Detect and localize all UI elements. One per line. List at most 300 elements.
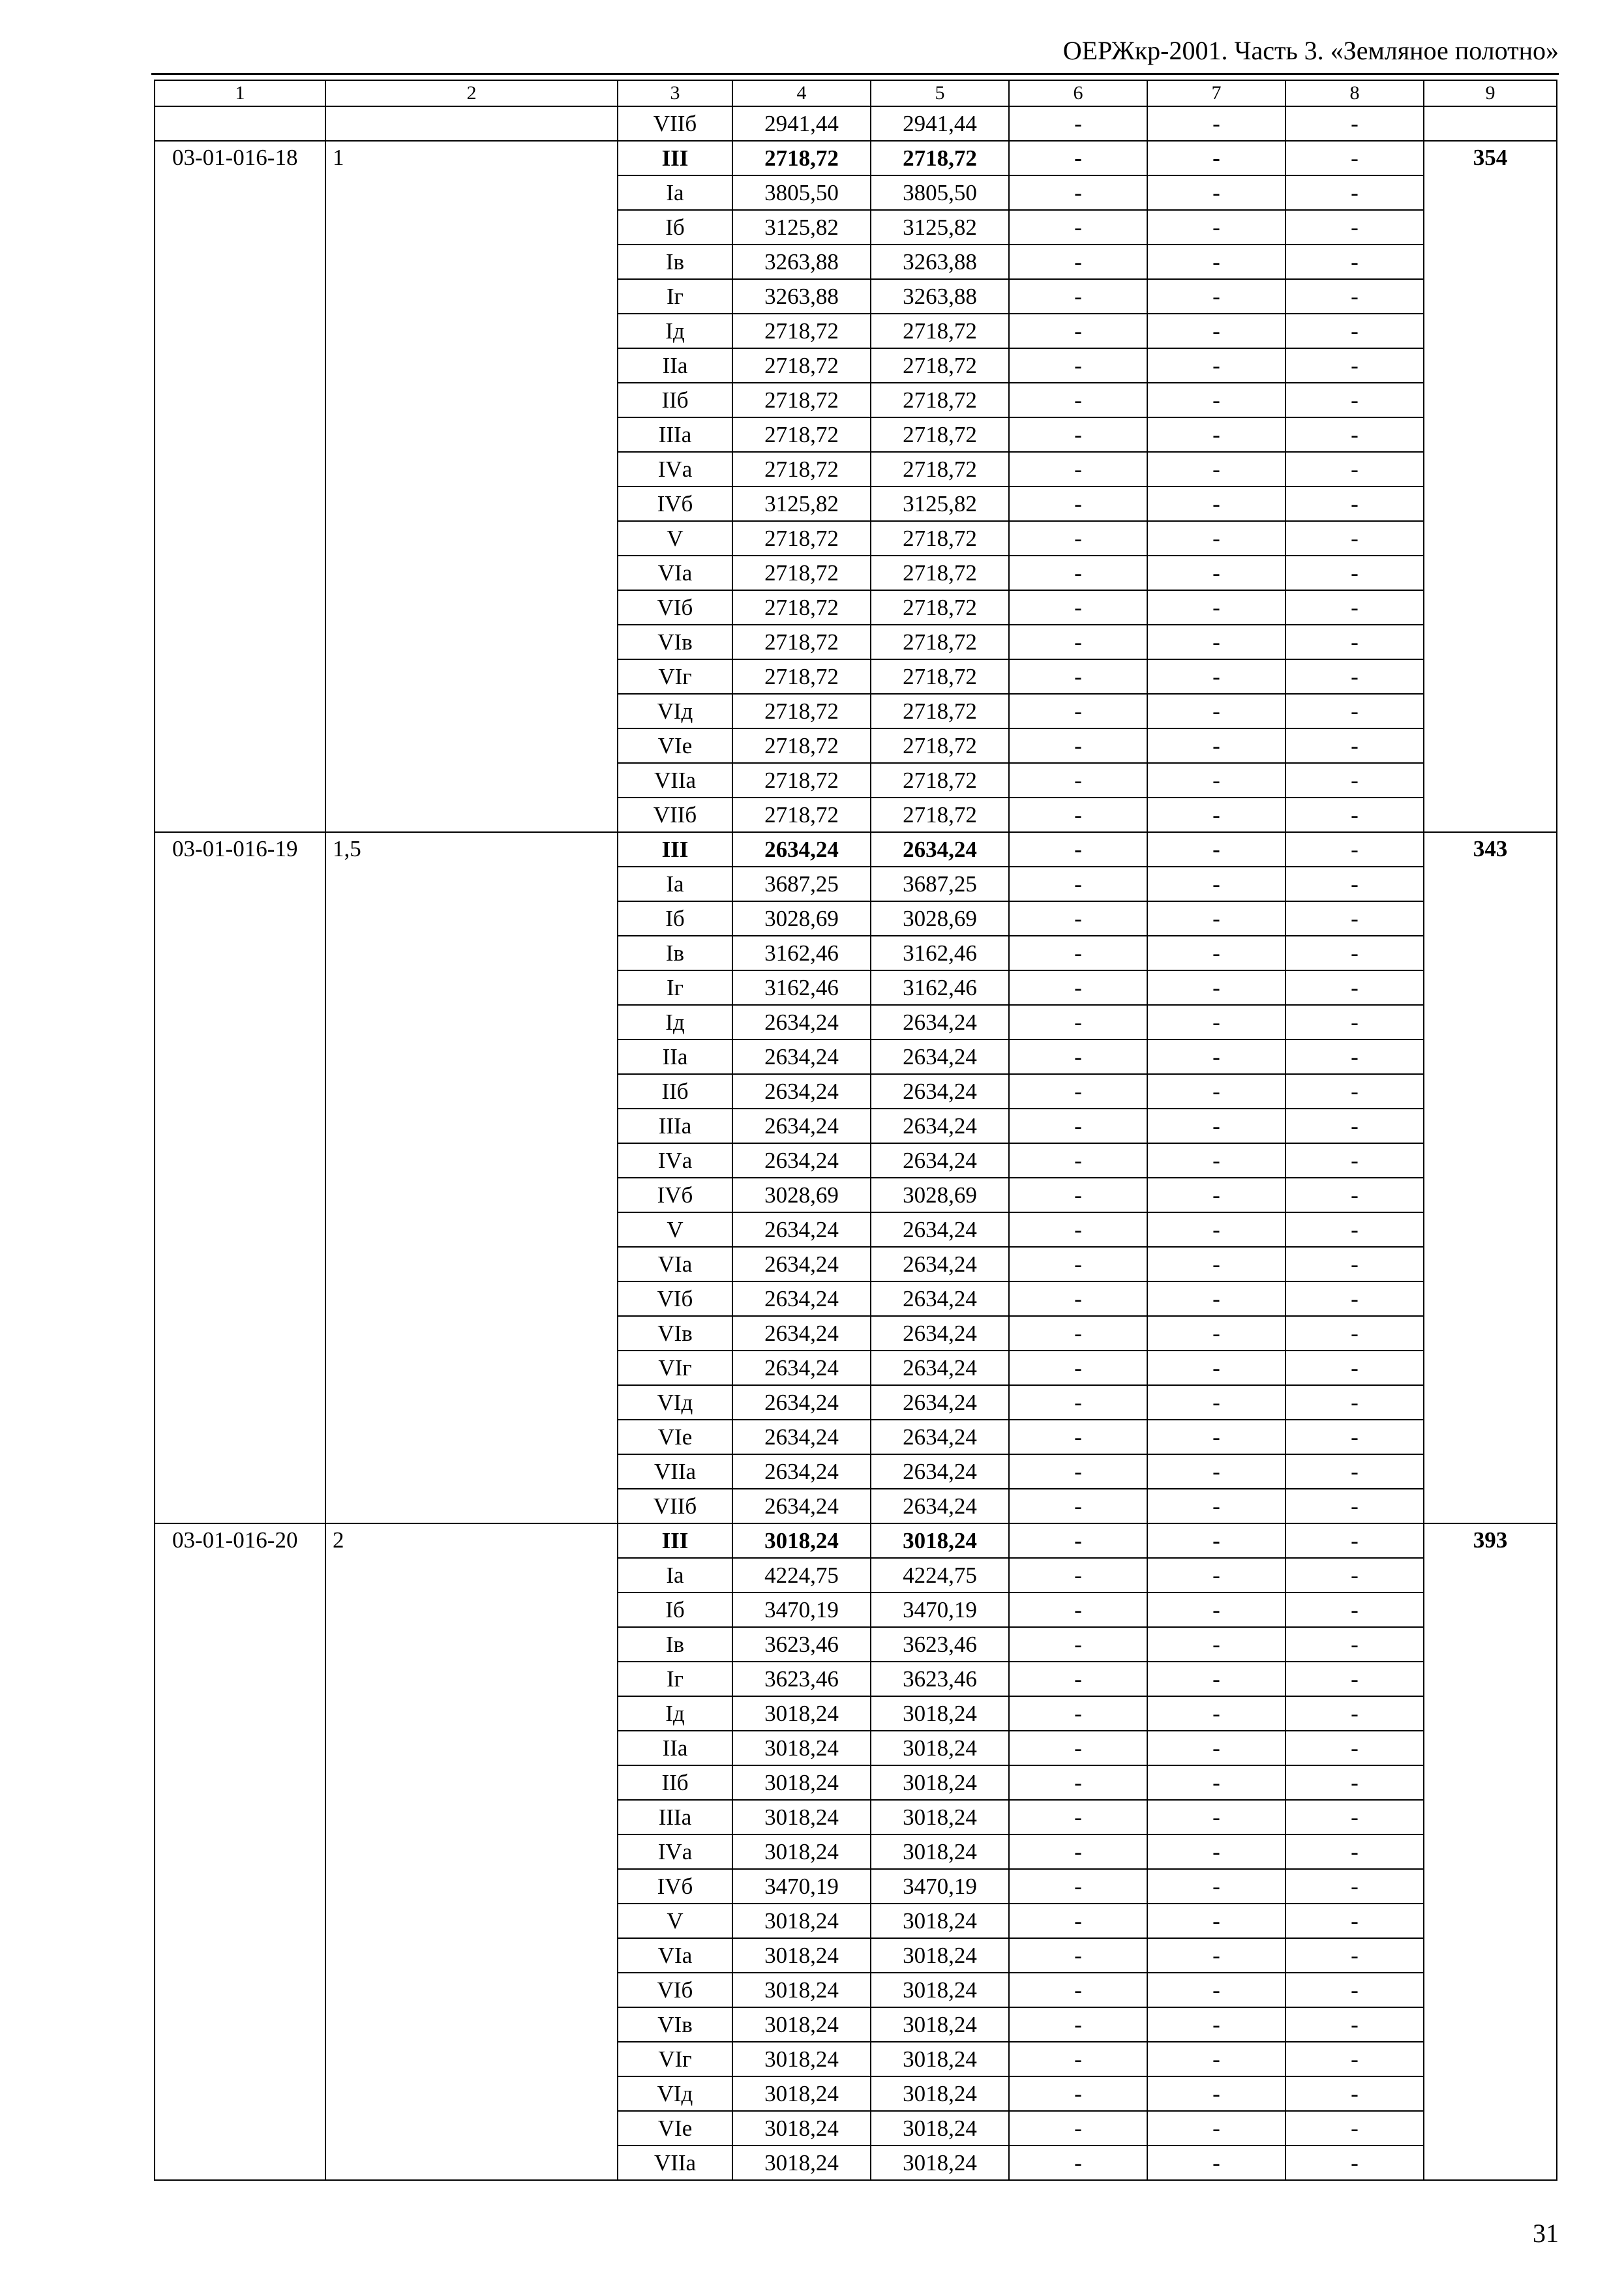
value-cell: - <box>1286 1247 1424 1281</box>
value-cell: - <box>1286 1316 1424 1351</box>
value-cell: 3018,24 <box>871 1800 1009 1834</box>
value-cell: - <box>1009 1834 1147 1869</box>
value-cell: 2718,72 <box>732 590 871 625</box>
value-cell: 2634,24 <box>871 1351 1009 1385</box>
value-cell: - <box>1286 1558 1424 1593</box>
value-cell: - <box>1147 1385 1286 1420</box>
value-cell: 2718,72 <box>732 452 871 486</box>
value-cell: - <box>1286 1351 1424 1385</box>
value-cell: VIа <box>618 556 732 590</box>
value-cell: 2718,72 <box>732 383 871 417</box>
value-cell: - <box>1009 832 1147 867</box>
value-cell: 2718,72 <box>871 314 1009 348</box>
value-cell: - <box>1147 694 1286 728</box>
value-cell: - <box>1286 625 1424 659</box>
value-cell: IVа <box>618 452 732 486</box>
value-cell: Iа <box>618 1558 732 1593</box>
value-cell: Iб <box>618 1593 732 1627</box>
value-cell: Iд <box>618 314 732 348</box>
value-cell: IVа <box>618 1834 732 1869</box>
value-cell: IIа <box>618 1731 732 1765</box>
value-cell: - <box>1009 1731 1147 1765</box>
value-cell: 2634,24 <box>871 1489 1009 1523</box>
value-cell: 3623,46 <box>871 1662 1009 1696</box>
value-cell: - <box>1147 1558 1286 1593</box>
value-cell: - <box>1147 1143 1286 1178</box>
value-cell: VIб <box>618 1973 732 2007</box>
value-cell: VIг <box>618 2042 732 2076</box>
value-cell: VIв <box>618 2007 732 2042</box>
value-cell: - <box>1147 901 1286 936</box>
value-cell: 2718,72 <box>871 659 1009 694</box>
value-cell: - <box>1147 314 1286 348</box>
value-cell: - <box>1286 279 1424 314</box>
value-cell: 3470,19 <box>732 1869 871 1904</box>
value-cell: - <box>1286 1731 1424 1765</box>
value-cell: - <box>1147 832 1286 867</box>
value-cell: Iв <box>618 936 732 970</box>
item-param-cell: 1,5 <box>325 832 618 1523</box>
value-cell: 2718,72 <box>732 798 871 832</box>
value-cell: - <box>1009 1593 1147 1627</box>
value-cell: 2718,72 <box>871 521 1009 556</box>
value-cell: - <box>1147 417 1286 452</box>
value-cell: - <box>1286 728 1424 763</box>
value-cell: Iа <box>618 867 732 901</box>
value-cell: - <box>1286 1593 1424 1627</box>
table-row <box>155 832 1557 867</box>
value-cell: - <box>1009 936 1147 970</box>
value-cell: 3018,24 <box>732 1834 871 1869</box>
value-cell: - <box>1286 383 1424 417</box>
value-cell: - <box>1009 106 1147 141</box>
value-cell: - <box>1286 1765 1424 1800</box>
value-cell: - <box>1286 1489 1424 1523</box>
value-cell: - <box>1286 1143 1424 1178</box>
value-cell: 3018,24 <box>732 2111 871 2146</box>
value-cell: 2941,44 <box>732 106 871 141</box>
value-cell: - <box>1286 1523 1424 1558</box>
value-cell: - <box>1147 763 1286 798</box>
value-cell: 4224,75 <box>732 1558 871 1593</box>
value-cell: VIе <box>618 2111 732 2146</box>
value-cell: IVб <box>618 1178 732 1212</box>
value-cell: - <box>1009 1178 1147 1212</box>
value-cell: 2634,24 <box>871 1143 1009 1178</box>
value-cell: - <box>1009 1454 1147 1489</box>
value-cell: VIд <box>618 1385 732 1420</box>
value-cell: 3028,69 <box>732 901 871 936</box>
value-cell: - <box>1009 1869 1147 1904</box>
value-cell: IIб <box>618 1765 732 1800</box>
value-cell: - <box>1286 175 1424 210</box>
value-cell: - <box>1009 1109 1147 1143</box>
value-cell: 2718,72 <box>732 763 871 798</box>
value-cell: - <box>1147 659 1286 694</box>
rates-table <box>154 80 1557 2181</box>
value-cell: 3018,24 <box>871 2146 1009 2180</box>
value-cell: - <box>1147 590 1286 625</box>
table-row <box>155 1523 1557 1558</box>
value-cell: - <box>1286 694 1424 728</box>
value-cell: 2634,24 <box>732 1143 871 1178</box>
value-cell: - <box>1286 1627 1424 1662</box>
value-cell: - <box>1009 2042 1147 2076</box>
value-cell: IVа <box>618 1143 732 1178</box>
value-cell: 2634,24 <box>732 1212 871 1247</box>
value-cell: - <box>1147 1074 1286 1109</box>
value-cell: 2941,44 <box>871 106 1009 141</box>
value-cell: - <box>1009 1523 1147 1558</box>
value-cell: VIа <box>618 1938 732 1973</box>
value-cell: Iб <box>618 210 732 245</box>
value-cell: - <box>1286 1109 1424 1143</box>
value-cell: 3125,82 <box>732 210 871 245</box>
value-cell: 2718,72 <box>732 141 871 175</box>
value-cell: - <box>1286 1696 1424 1731</box>
value-cell: - <box>1147 798 1286 832</box>
item-total-cell: 393 <box>1424 1523 1557 2180</box>
value-cell: 3018,24 <box>871 2111 1009 2146</box>
value-cell: - <box>1147 1834 1286 1869</box>
value-cell: - <box>1286 521 1424 556</box>
value-cell: - <box>1009 901 1147 936</box>
value-cell: VIв <box>618 1316 732 1351</box>
value-cell: 3805,50 <box>732 175 871 210</box>
header-rule <box>151 73 1559 75</box>
value-cell: 3687,25 <box>871 867 1009 901</box>
value-cell: - <box>1286 2076 1424 2111</box>
value-cell: - <box>1286 556 1424 590</box>
value-cell: - <box>1147 1973 1286 2007</box>
value-cell: 3018,24 <box>871 2042 1009 2076</box>
value-cell: - <box>1286 1869 1424 1904</box>
value-cell: - <box>1009 486 1147 521</box>
value-cell: - <box>1147 1869 1286 1904</box>
code-cell-empty <box>155 106 325 141</box>
value-cell: - <box>1147 1316 1286 1351</box>
column-number-cell: 8 <box>1286 80 1424 106</box>
column-number-cell: 6 <box>1009 80 1147 106</box>
value-cell: IIа <box>618 348 732 383</box>
value-cell: - <box>1286 1834 1424 1869</box>
value-cell: - <box>1147 1247 1286 1281</box>
value-cell: 3470,19 <box>871 1869 1009 1904</box>
value-cell: - <box>1009 1627 1147 1662</box>
value-cell: - <box>1009 1800 1147 1834</box>
value-cell: 2718,72 <box>871 763 1009 798</box>
value-cell: VIIа <box>618 763 732 798</box>
value-cell: 3018,24 <box>732 1800 871 1834</box>
value-cell: 2634,24 <box>871 1420 1009 1454</box>
value-cell: - <box>1147 1938 1286 1973</box>
value-cell: - <box>1286 936 1424 970</box>
value-cell: - <box>1009 1420 1147 1454</box>
value-cell: - <box>1009 383 1147 417</box>
value-cell: - <box>1009 1973 1147 2007</box>
value-cell: - <box>1147 141 1286 175</box>
value-cell: 3263,88 <box>732 279 871 314</box>
value-cell: 2718,72 <box>871 798 1009 832</box>
item-param-cell: 2 <box>325 1523 618 2180</box>
value-cell: - <box>1009 590 1147 625</box>
item-code-cell: 03-01-016-20 <box>155 1523 325 2180</box>
value-cell: - <box>1147 521 1286 556</box>
value-cell: 3125,82 <box>732 486 871 521</box>
value-cell: - <box>1286 141 1424 175</box>
value-cell: VIIа <box>618 1454 732 1489</box>
value-cell: 2634,24 <box>871 1109 1009 1143</box>
value-cell: 2634,24 <box>871 1074 1009 1109</box>
value-cell: - <box>1009 2111 1147 2146</box>
value-cell: - <box>1286 2007 1424 2042</box>
value-cell: - <box>1147 2042 1286 2076</box>
value-cell: - <box>1009 763 1147 798</box>
value-cell: 3018,24 <box>732 2076 871 2111</box>
value-cell: 2718,72 <box>732 521 871 556</box>
value-cell: - <box>1009 279 1147 314</box>
page-header: ОЕРЖкр-2001. Часть 3. «Земляное полотно» <box>1062 36 1559 65</box>
column-number-cell: 2 <box>325 80 618 106</box>
value-cell: 3018,24 <box>871 1731 1009 1765</box>
value-cell: - <box>1147 1731 1286 1765</box>
value-cell: 2718,72 <box>732 417 871 452</box>
value-cell: 3018,24 <box>871 1938 1009 1973</box>
value-cell: - <box>1147 1005 1286 1040</box>
value-cell: - <box>1286 245 1424 279</box>
item-total-cell: 354 <box>1424 141 1557 832</box>
value-cell: - <box>1286 2146 1424 2180</box>
value-cell: 2718,72 <box>871 383 1009 417</box>
value-cell: 3162,46 <box>732 936 871 970</box>
value-cell: - <box>1147 625 1286 659</box>
value-cell: VIб <box>618 1281 732 1316</box>
value-cell: - <box>1147 1627 1286 1662</box>
value-cell: - <box>1147 1593 1286 1627</box>
value-cell: 2634,24 <box>871 1385 1009 1420</box>
value-cell: - <box>1286 1800 1424 1834</box>
value-cell: Iг <box>618 1662 732 1696</box>
value-cell: - <box>1286 590 1424 625</box>
value-cell: - <box>1009 452 1147 486</box>
value-cell: 3018,24 <box>732 1731 871 1765</box>
value-cell: - <box>1147 383 1286 417</box>
column-number-cell: 1 <box>155 80 325 106</box>
value-cell: 3018,24 <box>732 2146 871 2180</box>
value-cell: 3018,24 <box>732 1973 871 2007</box>
value-cell: - <box>1286 486 1424 521</box>
value-cell: - <box>1147 486 1286 521</box>
column-number-cell: 9 <box>1424 80 1557 106</box>
value-cell: 3018,24 <box>871 1765 1009 1800</box>
column-number-cell: 5 <box>871 80 1009 106</box>
value-cell: 3805,50 <box>871 175 1009 210</box>
value-cell: 3018,24 <box>871 2076 1009 2111</box>
page-number: 31 <box>1533 2219 1559 2248</box>
value-cell: 2634,24 <box>732 1351 871 1385</box>
value-cell: 3018,24 <box>732 1765 871 1800</box>
value-cell: - <box>1147 1904 1286 1938</box>
value-cell: - <box>1286 1178 1424 1212</box>
value-cell: - <box>1009 245 1147 279</box>
value-cell: - <box>1286 1040 1424 1074</box>
value-cell: 2718,72 <box>871 694 1009 728</box>
value-cell: - <box>1147 867 1286 901</box>
value-cell: - <box>1286 832 1424 867</box>
value-cell: - <box>1009 1696 1147 1731</box>
value-cell: 2718,72 <box>732 694 871 728</box>
value-cell: 4224,75 <box>871 1558 1009 1593</box>
value-cell: V <box>618 1904 732 1938</box>
value-cell: - <box>1009 1212 1147 1247</box>
value-cell: - <box>1147 1420 1286 1454</box>
value-cell: - <box>1147 1281 1286 1316</box>
value-cell: - <box>1147 1351 1286 1385</box>
value-cell: 2634,24 <box>732 1040 871 1074</box>
value-cell: - <box>1009 210 1147 245</box>
value-cell: - <box>1286 348 1424 383</box>
value-cell: Iа <box>618 175 732 210</box>
value-cell: - <box>1147 1523 1286 1558</box>
value-cell: - <box>1009 348 1147 383</box>
value-cell: - <box>1009 1351 1147 1385</box>
value-cell: - <box>1147 1109 1286 1143</box>
value-cell: VIв <box>618 625 732 659</box>
value-cell: 2634,24 <box>732 832 871 867</box>
value-cell: - <box>1147 1662 1286 1696</box>
value-cell: - <box>1009 1558 1147 1593</box>
value-cell: V <box>618 521 732 556</box>
column-number-cell: 4 <box>732 80 871 106</box>
value-cell: - <box>1286 1005 1424 1040</box>
value-cell: - <box>1009 2076 1147 2111</box>
value-cell: - <box>1286 417 1424 452</box>
value-cell: VIд <box>618 694 732 728</box>
value-cell: 2718,72 <box>732 625 871 659</box>
value-cell: 2634,24 <box>732 1385 871 1420</box>
value-cell: 2634,24 <box>732 1489 871 1523</box>
value-cell: 3125,82 <box>871 210 1009 245</box>
value-cell: VIг <box>618 659 732 694</box>
value-cell: - <box>1147 1040 1286 1074</box>
value-cell: - <box>1009 2007 1147 2042</box>
value-cell: - <box>1147 1178 1286 1212</box>
value-cell: 3028,69 <box>871 901 1009 936</box>
value-cell: 3263,88 <box>871 245 1009 279</box>
value-cell: 2718,72 <box>871 625 1009 659</box>
value-cell: - <box>1147 970 1286 1005</box>
value-cell: 2634,24 <box>871 832 1009 867</box>
value-cell: - <box>1147 210 1286 245</box>
value-cell: - <box>1147 1212 1286 1247</box>
value-cell: - <box>1009 175 1147 210</box>
value-cell: 3018,24 <box>732 1904 871 1938</box>
value-cell: IVб <box>618 486 732 521</box>
value-cell: - <box>1286 1385 1424 1420</box>
value-cell: 2718,72 <box>871 556 1009 590</box>
item-total-cell: 343 <box>1424 832 1557 1523</box>
value-cell: 3018,24 <box>732 2007 871 2042</box>
value-cell: 2718,72 <box>871 417 1009 452</box>
column-number-cell: 7 <box>1147 80 1286 106</box>
value-cell: VIIа <box>618 2146 732 2180</box>
value-cell: VIIб <box>618 106 732 141</box>
value-cell: - <box>1286 1420 1424 1454</box>
value-cell: III <box>618 141 732 175</box>
value-cell: - <box>1286 659 1424 694</box>
value-cell: - <box>1286 2042 1424 2076</box>
value-cell: VIа <box>618 1247 732 1281</box>
item-code-cell: 03-01-016-19 <box>155 832 325 1523</box>
value-cell: 3162,46 <box>871 936 1009 970</box>
value-cell: - <box>1147 245 1286 279</box>
value-cell: - <box>1009 1143 1147 1178</box>
value-cell: 2634,24 <box>871 1005 1009 1040</box>
value-cell: - <box>1147 2076 1286 2111</box>
value-cell: 2634,24 <box>871 1281 1009 1316</box>
value-cell: IIIа <box>618 1109 732 1143</box>
value-cell: 2634,24 <box>732 1005 871 1040</box>
value-cell: VIе <box>618 1420 732 1454</box>
value-cell: - <box>1009 1247 1147 1281</box>
value-cell: - <box>1147 1765 1286 1800</box>
value-cell: - <box>1286 901 1424 936</box>
value-cell: Iб <box>618 901 732 936</box>
value-cell: - <box>1009 1316 1147 1351</box>
value-cell: 2634,24 <box>732 1247 871 1281</box>
value-cell: - <box>1286 1281 1424 1316</box>
value-cell: 3018,24 <box>871 1696 1009 1731</box>
value-cell: - <box>1147 1454 1286 1489</box>
value-cell: 3018,24 <box>871 2007 1009 2042</box>
value-cell: 2634,24 <box>732 1109 871 1143</box>
value-cell: 3018,24 <box>732 1696 871 1731</box>
carryover-row <box>155 106 1557 141</box>
value-cell: - <box>1147 728 1286 763</box>
value-cell: Iв <box>618 245 732 279</box>
value-cell: 2634,24 <box>732 1420 871 1454</box>
total-cell-empty <box>1424 106 1557 141</box>
value-cell: - <box>1286 1904 1424 1938</box>
value-cell: 3470,19 <box>732 1593 871 1627</box>
value-cell: V <box>618 1212 732 1247</box>
value-cell: - <box>1147 106 1286 141</box>
value-cell: Iд <box>618 1696 732 1731</box>
value-cell: - <box>1286 1938 1424 1973</box>
value-cell: - <box>1286 452 1424 486</box>
value-cell: - <box>1009 521 1147 556</box>
value-cell: Iв <box>618 1627 732 1662</box>
value-cell: 2718,72 <box>732 314 871 348</box>
value-cell: 3687,25 <box>732 867 871 901</box>
value-cell: - <box>1009 1040 1147 1074</box>
value-cell: III <box>618 832 732 867</box>
value-cell: - <box>1286 106 1424 141</box>
column-number-cell: 3 <box>618 80 732 106</box>
value-cell: - <box>1286 1454 1424 1489</box>
value-cell: VIг <box>618 1351 732 1385</box>
value-cell: Iг <box>618 279 732 314</box>
value-cell: 3018,24 <box>871 1834 1009 1869</box>
value-cell: Iд <box>618 1005 732 1040</box>
table-body <box>155 80 1557 2180</box>
value-cell: 2634,24 <box>732 1316 871 1351</box>
value-cell: - <box>1009 314 1147 348</box>
value-cell: 3018,24 <box>732 1938 871 1973</box>
value-cell: 3470,19 <box>871 1593 1009 1627</box>
value-cell: - <box>1286 314 1424 348</box>
value-cell: - <box>1286 763 1424 798</box>
